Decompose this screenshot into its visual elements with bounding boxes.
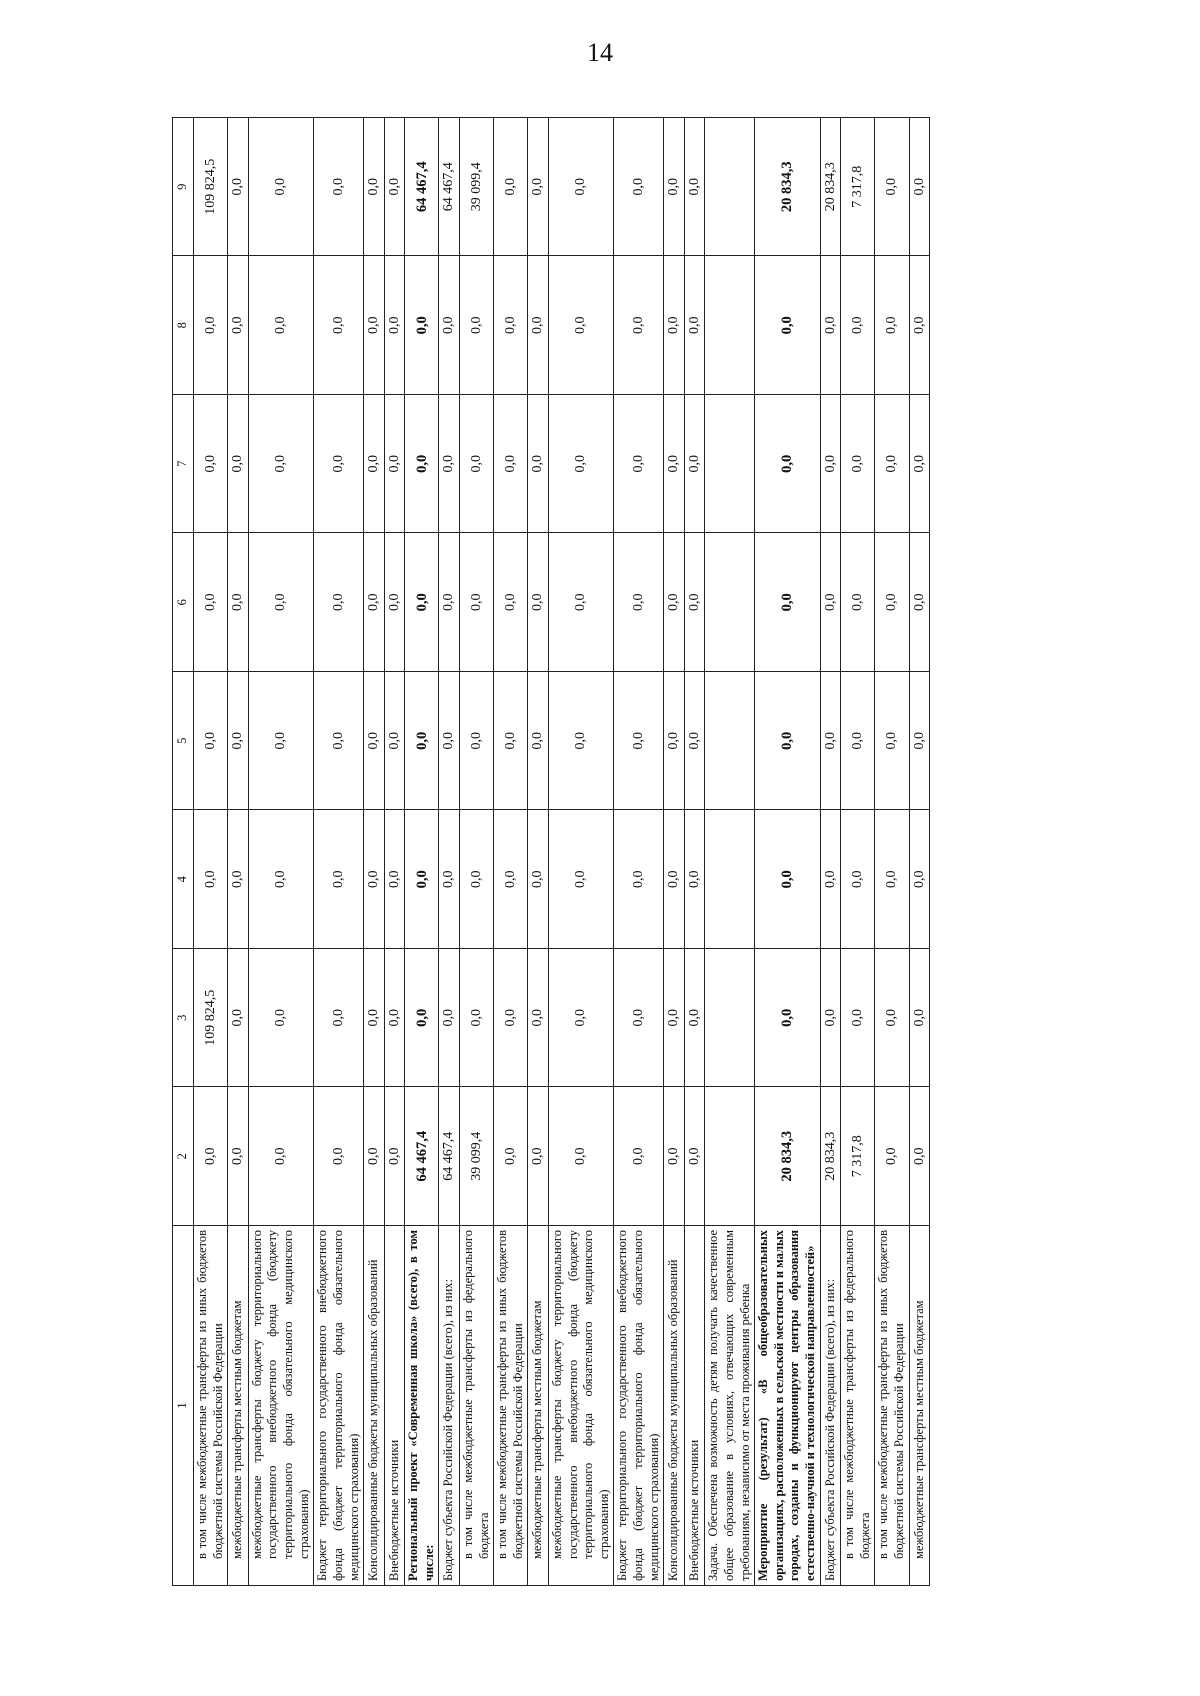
cell-col-6: 0,0 xyxy=(614,533,664,672)
table-row xyxy=(384,118,405,1586)
cell-col-3: 0,0 xyxy=(459,949,493,1088)
cell-col-7: 0,0 xyxy=(439,395,460,534)
cell-col-4: 0,0 xyxy=(875,810,909,949)
table-row xyxy=(459,118,493,1586)
cell-col-8 xyxy=(705,256,755,395)
cell-col-7: 0,0 xyxy=(494,395,528,534)
row-label: межбюджетные трансферты местным бюджетам xyxy=(228,1226,249,1586)
cell-col-6: 0,0 xyxy=(664,533,685,672)
cell-col-4: 0,0 xyxy=(548,810,614,949)
cell-col-2: 20 834,3 xyxy=(820,1087,841,1226)
cell-col-4: 0,0 xyxy=(405,810,439,949)
cell-col-7 xyxy=(705,395,755,534)
cell-col-2 xyxy=(705,1087,755,1226)
cell-col-3: 0,0 xyxy=(494,949,528,1088)
row-label: Задача. Обеспечена возможность детям получать качественное общее образование в условиях, отвечающих современным требованиям, независимо от места проживания ребенка xyxy=(705,1226,755,1586)
cell-col-3: 109 824,5 xyxy=(194,949,228,1088)
row-label: межбюджетные трансферты бюджету территориального государственного внебюджетного фонда (бюджету территориального фонда обязательного медицинского страхования) xyxy=(248,1226,314,1586)
cell-col-8: 0,0 xyxy=(459,256,493,395)
cell-col-6: 0,0 xyxy=(755,533,821,672)
cell-col-6: 0,0 xyxy=(875,533,909,672)
cell-col-6: 0,0 xyxy=(909,533,930,672)
cell-col-2: 0,0 xyxy=(194,1087,228,1226)
cell-col-3: 0,0 xyxy=(364,949,385,1088)
cell-col-3: 0,0 xyxy=(405,949,439,1088)
cell-col-3: 0,0 xyxy=(841,949,875,1088)
cell-col-3: 0,0 xyxy=(820,949,841,1088)
cell-col-9: 39 099,4 xyxy=(459,118,493,257)
cell-col-6: 0,0 xyxy=(548,533,614,672)
cell-col-5: 0,0 xyxy=(405,672,439,811)
cell-col-4: 0,0 xyxy=(194,810,228,949)
cell-col-8: 0,0 xyxy=(841,256,875,395)
cell-col-4: 0,0 xyxy=(228,810,249,949)
cell-col-3: 0,0 xyxy=(228,949,249,1088)
cell-col-8: 0,0 xyxy=(684,256,705,395)
cell-col-8: 0,0 xyxy=(664,256,685,395)
cell-col-7: 0,0 xyxy=(248,395,314,534)
table-row xyxy=(820,118,841,1586)
cell-col-2: 0,0 xyxy=(384,1087,405,1226)
cell-col-9: 0,0 xyxy=(228,118,249,257)
cell-col-5: 0,0 xyxy=(439,672,460,811)
cell-col-9: 0,0 xyxy=(548,118,614,257)
cell-col-5: 0,0 xyxy=(248,672,314,811)
cell-col-7: 0,0 xyxy=(194,395,228,534)
cell-col-7: 0,0 xyxy=(664,395,685,534)
cell-col-6: 0,0 xyxy=(228,533,249,672)
cell-col-7: 0,0 xyxy=(548,395,614,534)
column-header-4: 4 xyxy=(173,810,194,949)
cell-col-9: 0,0 xyxy=(528,118,549,257)
cell-col-8: 0,0 xyxy=(614,256,664,395)
rotated-table-frame xyxy=(172,118,1072,1586)
cell-col-3: 0,0 xyxy=(248,949,314,1088)
cell-col-5: 0,0 xyxy=(364,672,385,811)
row-label: в том числе межбюджетные трансферты из федерального бюджета xyxy=(841,1226,875,1586)
cell-col-7: 0,0 xyxy=(364,395,385,534)
row-label: межбюджетные трансферты местным бюджетам xyxy=(909,1226,930,1586)
cell-col-9: 0,0 xyxy=(909,118,930,257)
cell-col-4: 0,0 xyxy=(841,810,875,949)
cell-col-8: 0,0 xyxy=(494,256,528,395)
cell-col-4: 0,0 xyxy=(909,810,930,949)
cell-col-3 xyxy=(705,949,755,1088)
cell-col-3: 0,0 xyxy=(384,949,405,1088)
cell-col-6: 0,0 xyxy=(194,533,228,672)
cell-col-7: 0,0 xyxy=(875,395,909,534)
cell-col-2: 7 317,8 xyxy=(841,1087,875,1226)
cell-col-8: 0,0 xyxy=(528,256,549,395)
cell-col-2: 0,0 xyxy=(614,1087,664,1226)
cell-col-9: 0,0 xyxy=(384,118,405,257)
cell-col-4: 0,0 xyxy=(528,810,549,949)
cell-col-4: 0,0 xyxy=(614,810,664,949)
cell-col-3: 0,0 xyxy=(614,949,664,1088)
table-row xyxy=(405,118,439,1586)
table-row xyxy=(614,118,664,1586)
table-row xyxy=(548,118,614,1586)
cell-col-3: 0,0 xyxy=(528,949,549,1088)
cell-col-2: 0,0 xyxy=(664,1087,685,1226)
cell-col-5: 0,0 xyxy=(755,672,821,811)
cell-col-7: 0,0 xyxy=(528,395,549,534)
cell-col-5: 0,0 xyxy=(875,672,909,811)
cell-col-6: 0,0 xyxy=(459,533,493,672)
row-label: Консолидированные бюджеты муниципальных образований xyxy=(364,1226,385,1586)
cell-col-8: 0,0 xyxy=(314,256,364,395)
row-label: Бюджет субъекта Российской Федерации (всего), из них: xyxy=(439,1226,460,1586)
cell-col-8: 0,0 xyxy=(439,256,460,395)
row-label: Консолидированные бюджеты муниципальных образований xyxy=(664,1226,685,1586)
cell-col-9: 0,0 xyxy=(314,118,364,257)
cell-col-6: 0,0 xyxy=(384,533,405,672)
cell-col-7: 0,0 xyxy=(405,395,439,534)
cell-col-4 xyxy=(705,810,755,949)
cell-col-3: 0,0 xyxy=(684,949,705,1088)
table-row xyxy=(841,118,875,1586)
cell-col-5: 0,0 xyxy=(841,672,875,811)
cell-col-4: 0,0 xyxy=(248,810,314,949)
table-row xyxy=(228,118,249,1586)
table-row xyxy=(909,118,930,1586)
cell-col-2: 0,0 xyxy=(364,1087,385,1226)
cell-col-9: 64 467,4 xyxy=(439,118,460,257)
cell-col-5: 0,0 xyxy=(384,672,405,811)
cell-col-3: 0,0 xyxy=(755,949,821,1088)
table-row xyxy=(248,118,314,1586)
cell-col-5: 0,0 xyxy=(614,672,664,811)
column-header-7: 7 xyxy=(173,395,194,534)
table-row xyxy=(439,118,460,1586)
cell-col-3: 0,0 xyxy=(875,949,909,1088)
cell-col-9: 0,0 xyxy=(614,118,664,257)
cell-col-5: 0,0 xyxy=(909,672,930,811)
cell-col-9: 0,0 xyxy=(875,118,909,257)
cell-col-6: 0,0 xyxy=(684,533,705,672)
cell-col-8: 0,0 xyxy=(364,256,385,395)
cell-col-4: 0,0 xyxy=(384,810,405,949)
cell-col-3: 0,0 xyxy=(548,949,614,1088)
cell-col-9: 0,0 xyxy=(664,118,685,257)
row-label: в том числе межбюджетные трансферты из иных бюджетов бюджетной системы Российской Федерации xyxy=(194,1226,228,1586)
cell-col-4: 0,0 xyxy=(684,810,705,949)
cell-col-6: 0,0 xyxy=(248,533,314,672)
cell-col-5: 0,0 xyxy=(548,672,614,811)
row-label: в том числе межбюджетные трансферты из иных бюджетов бюджетной системы Российской Федерации xyxy=(875,1226,909,1586)
cell-col-2: 0,0 xyxy=(228,1087,249,1226)
cell-col-9: 0,0 xyxy=(364,118,385,257)
cell-col-7: 0,0 xyxy=(841,395,875,534)
column-header-6: 6 xyxy=(173,533,194,672)
cell-col-9: 20 834,3 xyxy=(755,118,821,257)
cell-col-8: 0,0 xyxy=(405,256,439,395)
cell-col-7: 0,0 xyxy=(228,395,249,534)
cell-col-6: 0,0 xyxy=(439,533,460,672)
table-row xyxy=(755,118,821,1586)
column-header-5: 5 xyxy=(173,672,194,811)
row-label: Внебюджетные источники xyxy=(384,1226,405,1586)
cell-col-4: 0,0 xyxy=(755,810,821,949)
table-row xyxy=(664,118,685,1586)
cell-col-5: 0,0 xyxy=(228,672,249,811)
row-label: межбюджетные трансферты бюджету территориального государственного внебюджетного фонда (бюджету территориального фонда обязательного медицинского страхования) xyxy=(548,1226,614,1586)
cell-col-6: 0,0 xyxy=(405,533,439,672)
cell-col-2: 0,0 xyxy=(684,1087,705,1226)
cell-col-4: 0,0 xyxy=(494,810,528,949)
cell-col-5: 0,0 xyxy=(664,672,685,811)
cell-col-2: 0,0 xyxy=(248,1087,314,1226)
cell-col-9: 64 467,4 xyxy=(405,118,439,257)
cell-col-4: 0,0 xyxy=(664,810,685,949)
cell-col-2: 0,0 xyxy=(548,1087,614,1226)
row-label: в том числе межбюджетные трансферты из федерального бюджета xyxy=(459,1226,493,1586)
cell-col-9: 0,0 xyxy=(684,118,705,257)
cell-col-4: 0,0 xyxy=(314,810,364,949)
column-header-8: 8 xyxy=(173,256,194,395)
row-label: Бюджет территориального государственного внебюджетного фонда (бюджет территориального фонда обязательного медицинского страхования) xyxy=(614,1226,664,1586)
cell-col-8: 0,0 xyxy=(194,256,228,395)
column-header-2: 2 xyxy=(173,1087,194,1226)
cell-col-8: 0,0 xyxy=(909,256,930,395)
cell-col-4: 0,0 xyxy=(459,810,493,949)
cell-col-4: 0,0 xyxy=(439,810,460,949)
table-row xyxy=(705,118,755,1586)
cell-col-7: 0,0 xyxy=(909,395,930,534)
table-row xyxy=(314,118,364,1586)
row-label: Мероприятие (результат) «В общеобразовательных организациях, расположенных в сельской местности и малых городах, созданы и функционируют центры образования естественно-научной и технологической направленностей» xyxy=(755,1226,821,1586)
cell-col-5: 0,0 xyxy=(459,672,493,811)
cell-col-6: 0,0 xyxy=(364,533,385,672)
cell-col-3: 0,0 xyxy=(909,949,930,1088)
cell-col-8: 0,0 xyxy=(548,256,614,395)
cell-col-9: 7 317,8 xyxy=(841,118,875,257)
cell-col-8: 0,0 xyxy=(248,256,314,395)
row-label: межбюджетные трансферты местным бюджетам xyxy=(528,1226,549,1586)
table-row xyxy=(194,118,228,1586)
rotated-table-area xyxy=(172,118,1072,1586)
page-number: 14 xyxy=(587,38,613,67)
cell-col-9: 20 834,3 xyxy=(820,118,841,257)
budget-table xyxy=(172,117,930,1586)
cell-col-5: 0,0 xyxy=(314,672,364,811)
cell-col-2: 64 467,4 xyxy=(405,1087,439,1226)
cell-col-4: 0,0 xyxy=(820,810,841,949)
cell-col-2: 0,0 xyxy=(314,1087,364,1226)
cell-col-8: 0,0 xyxy=(384,256,405,395)
cell-col-6: 0,0 xyxy=(528,533,549,672)
cell-col-7: 0,0 xyxy=(384,395,405,534)
cell-col-5: 0,0 xyxy=(494,672,528,811)
cell-col-5: 0,0 xyxy=(528,672,549,811)
cell-col-2: 0,0 xyxy=(909,1087,930,1226)
row-label: Региональный проект «Современная школа» (всего), в том числе: xyxy=(405,1226,439,1586)
header-row xyxy=(173,118,194,1586)
table-row xyxy=(875,118,909,1586)
cell-col-2: 0,0 xyxy=(528,1087,549,1226)
cell-col-6: 0,0 xyxy=(820,533,841,672)
row-label: Бюджет территориального государственного внебюджетного фонда (бюджет территориального фонда обязательного медицинского страхования) xyxy=(314,1226,364,1586)
column-header-1: 1 xyxy=(173,1226,194,1586)
cell-col-5: 0,0 xyxy=(820,672,841,811)
cell-col-9: 0,0 xyxy=(248,118,314,257)
row-label: Бюджет субъекта Российской Федерации (всего), из них: xyxy=(820,1226,841,1586)
table-row xyxy=(364,118,385,1586)
cell-col-9: 0,0 xyxy=(494,118,528,257)
cell-col-7: 0,0 xyxy=(459,395,493,534)
cell-col-2: 0,0 xyxy=(875,1087,909,1226)
cell-col-9: 109 824,5 xyxy=(194,118,228,257)
cell-col-6: 0,0 xyxy=(494,533,528,672)
table-body xyxy=(194,118,930,1586)
cell-col-6 xyxy=(705,533,755,672)
cell-col-4: 0,0 xyxy=(364,810,385,949)
cell-col-8: 0,0 xyxy=(875,256,909,395)
cell-col-6: 0,0 xyxy=(314,533,364,672)
column-header-3: 3 xyxy=(173,949,194,1088)
cell-col-7: 0,0 xyxy=(755,395,821,534)
cell-col-6: 0,0 xyxy=(841,533,875,672)
row-label: Внебюджетные источники xyxy=(684,1226,705,1586)
column-header-9: 9 xyxy=(173,118,194,257)
cell-col-5: 0,0 xyxy=(194,672,228,811)
cell-col-8: 0,0 xyxy=(820,256,841,395)
cell-col-9 xyxy=(705,118,755,257)
cell-col-2: 0,0 xyxy=(494,1087,528,1226)
cell-col-7: 0,0 xyxy=(684,395,705,534)
cell-col-7: 0,0 xyxy=(314,395,364,534)
table-row xyxy=(684,118,705,1586)
cell-col-7: 0,0 xyxy=(614,395,664,534)
cell-col-3: 0,0 xyxy=(314,949,364,1088)
cell-col-7: 0,0 xyxy=(820,395,841,534)
cell-col-2: 20 834,3 xyxy=(755,1087,821,1226)
cell-col-3: 0,0 xyxy=(664,949,685,1088)
cell-col-5: 0,0 xyxy=(684,672,705,811)
cell-col-5 xyxy=(705,672,755,811)
cell-col-2: 64 467,4 xyxy=(439,1087,460,1226)
cell-col-8: 0,0 xyxy=(228,256,249,395)
table-row xyxy=(494,118,528,1586)
cell-col-2: 39 099,4 xyxy=(459,1087,493,1226)
cell-col-3: 0,0 xyxy=(439,949,460,1088)
table-row xyxy=(528,118,549,1586)
cell-col-8: 0,0 xyxy=(755,256,821,395)
row-label: в том числе межбюджетные трансферты из иных бюджетов бюджетной системы Российской Федерации xyxy=(494,1226,528,1586)
